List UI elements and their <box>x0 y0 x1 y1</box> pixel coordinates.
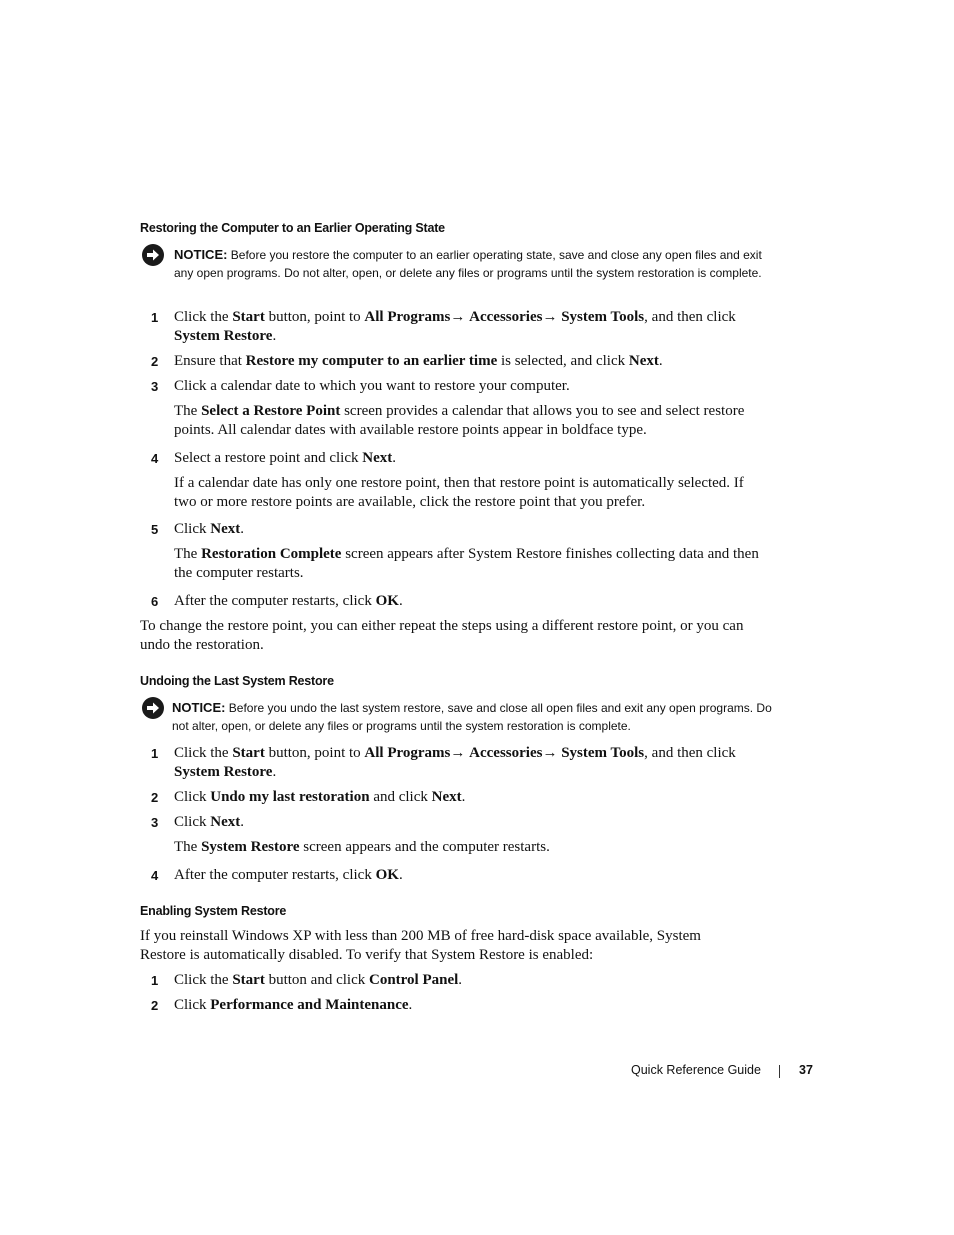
notice-text: Before you undo the last system restore, save and close all open files and exit any open programs. Do not alter, open, or delete any files or programs until the system restoration is complete. <box>172 701 772 733</box>
step-number: 1 <box>151 746 159 761</box>
notice-restore <box>174 246 774 282</box>
notice-icon <box>142 244 164 266</box>
page-number: 37 <box>799 1063 813 1077</box>
step-text: Click the Start button, point to All Programs→ Accessories→ System Tools, and then click System Restore. <box>174 745 736 780</box>
step-number: 5 <box>151 522 159 537</box>
step-note: The Select a Restore Point screen provides a calendar that allows you to see and select restore points. All calendar dates with available restore points appear in boldface type. <box>174 403 745 438</box>
intro-paragraph: If you reinstall Windows XP with less than 200 MB of free hard-disk space available, System Restore is automatically disabled. To verify that System Restore is enabled: <box>140 928 701 963</box>
notice-label: NOTICE: <box>172 700 226 715</box>
notice-label: NOTICE: <box>174 247 228 262</box>
section-heading-enabling: Enabling System Restore <box>140 904 287 918</box>
step-number: 1 <box>151 310 159 325</box>
step-note: If a calendar date has only one restore point, then that restore point is automatically selected. If two or more restore points are available, click the restore point that you prefer. <box>174 475 744 510</box>
step-number: 2 <box>151 354 159 369</box>
step-text: Click a calendar date to which you want to restore your computer. <box>174 378 570 394</box>
footer-guide-title: Quick Reference Guide <box>631 1063 761 1077</box>
step-text: Click Performance and Maintenance. <box>174 997 413 1013</box>
step-number: 2 <box>151 998 159 1013</box>
step-number: 4 <box>151 868 159 883</box>
step-text: Click Next. <box>174 521 244 537</box>
step-number: 3 <box>151 815 159 830</box>
step-text: Ensure that Restore my computer to an earlier time is selected, and click Next. <box>174 353 663 369</box>
step-text: After the computer restarts, click OK. <box>174 867 403 883</box>
step-text: Click Undo my last restoration and click Next. <box>174 789 466 805</box>
step-text: After the computer restarts, click OK. <box>174 593 403 609</box>
section-heading-restoring: Restoring the Computer to an Earlier Operating State <box>140 221 445 235</box>
step-text: Select a restore point and click Next. <box>174 450 397 466</box>
step-note: The System Restore screen appears and the computer restarts. <box>174 839 550 855</box>
step-text: Click the Start button and click Control Panel. <box>174 972 463 988</box>
notice-undo <box>172 699 772 735</box>
step-number: 3 <box>151 379 159 394</box>
step-number: 6 <box>151 594 159 609</box>
closing-paragraph: To change the restore point, you can either repeat the steps using a different restore point, or you can undo the restoration. <box>140 618 744 653</box>
step-text: Click Next. <box>174 814 244 830</box>
notice-text: Before you restore the computer to an earlier operating state, save and close any open files and exit any open programs. Do not alter, open, or delete any files or programs until the system restoration is complete. <box>174 248 762 280</box>
footer-separator <box>779 1065 780 1078</box>
step-note: The Restoration Complete screen appears after System Restore finishes collecting data and then the computer restarts. <box>174 546 759 581</box>
step-number: 2 <box>151 790 159 805</box>
step-number: 1 <box>151 973 159 988</box>
step-text: Click the Start button, point to All Programs→ Accessories→ System Tools, and then click System Restore. <box>174 309 736 344</box>
notice-icon <box>142 697 164 719</box>
section-heading-undoing: Undoing the Last System Restore <box>140 674 334 688</box>
step-number: 4 <box>151 451 159 466</box>
